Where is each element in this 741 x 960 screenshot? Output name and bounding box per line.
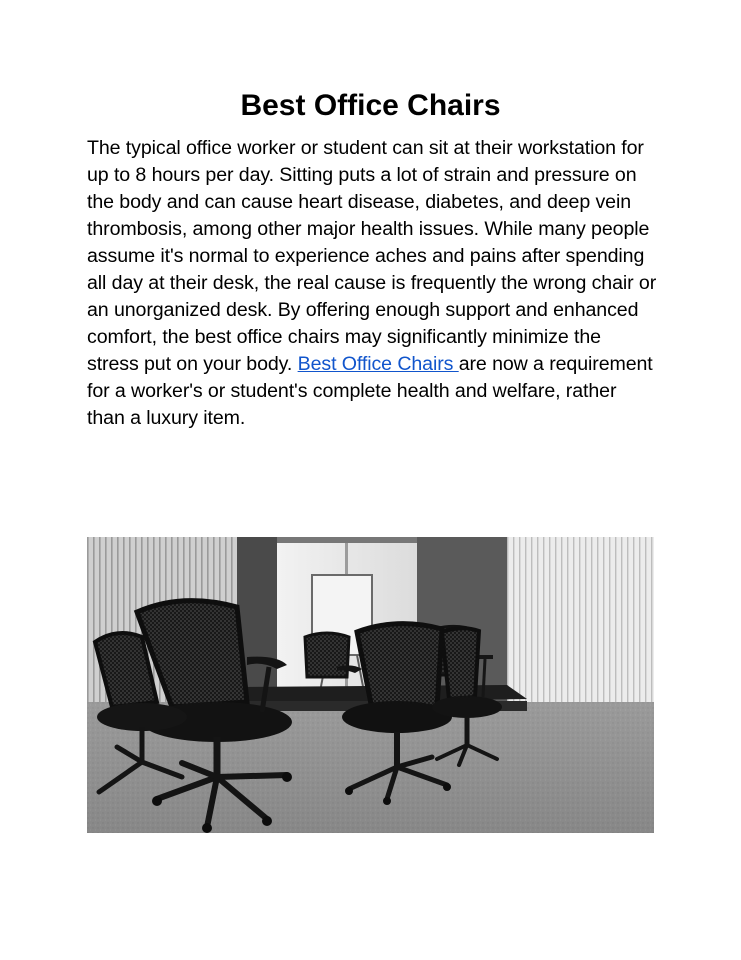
best-office-chairs-link[interactable]: Best Office Chairs [297, 353, 459, 375]
body-paragraph [87, 135, 657, 432]
paragraph-text-before-link: The typical office worker or student can sit at their workstation for up to 8 hours per day. Sitting puts a lot of strain and pressure on the body and can cause heart disease, diabetes, and deep vein thrombosis, among other major health issues. While many people assume it's normal to experience aches and pains after spending all day at their desk, the real cause is frequently the wrong chair or an unorganized desk. By offering enough support and enhanced comfort, the best office chairs may significantly minimize the stress put on your body. [87, 137, 657, 375]
office-chairs-illustration [87, 537, 654, 833]
page-title: Best Office Chairs [240, 89, 501, 122]
office-chairs-photo [87, 537, 654, 833]
paragraph-text-after-link: are now a requirement for a worker's or student's complete health and welfare, rather than a luxury item. [87, 353, 653, 429]
